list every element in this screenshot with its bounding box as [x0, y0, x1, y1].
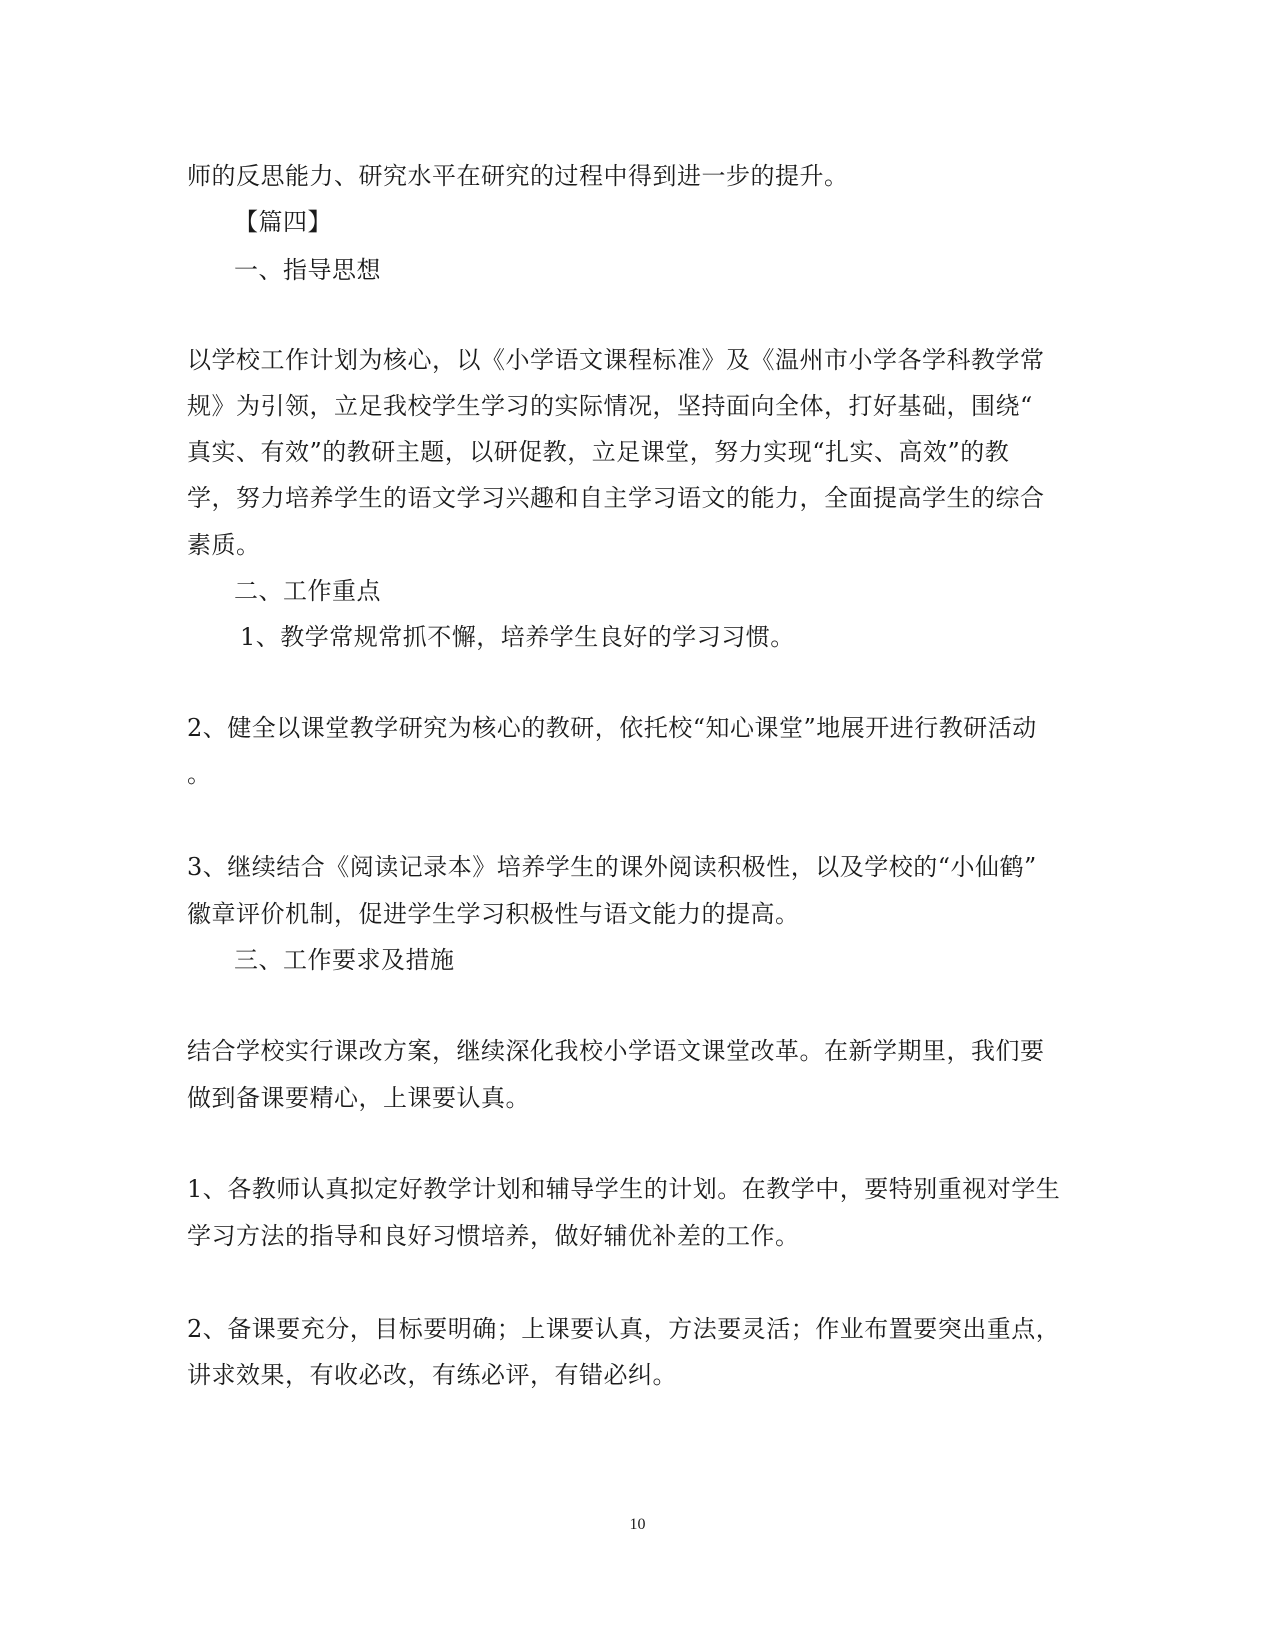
paragraph-line: 结合学校实行课改方案，继续深化我校小学语文课堂改革。在新学期里，我们要	[187, 1037, 1045, 1065]
paragraph-line: 学，努力培养学生的语文学习兴趣和自主学习语文的能力，全面提高学生的综合	[187, 484, 1045, 512]
paragraph-line: 学习方法的指导和良好习惯培养，做好辅优补差的工作。	[187, 1222, 800, 1250]
list-item: 3、继续结合《阅读记录本》培养学生的课外阅读积极性，以及学校的“小仙鹤”	[187, 853, 1037, 881]
page-number: 10	[629, 1516, 646, 1533]
paragraph-line: 徽章评价机制，促进学生学习积极性与语文能力的提高。	[187, 900, 800, 928]
paragraph-line: 师的反思能力、研究水平在研究的过程中得到进一步的提升。	[187, 162, 849, 190]
section-heading: 一、指导思想	[234, 256, 381, 284]
paragraph-line: 做到备课要精心，上课要认真。	[187, 1084, 530, 1112]
list-item: 1、教学常规常抓不懈，培养学生良好的学习习惯。	[240, 623, 795, 651]
section-heading: 【篇四】	[234, 208, 332, 236]
paragraph-line: 规》为引领，立足我校学生学习的实际情况，坚持面向全体，打好基础，围绕“	[187, 392, 1033, 420]
list-item: 2、健全以课堂教学研究为核心的教研，依托校“知心课堂”地展开进行教研活动	[187, 714, 1037, 742]
list-item: 2、备课要充分，目标要明确；上课要认真，方法要灵活；作业布置要突出重点，	[187, 1315, 1061, 1343]
paragraph-line: 以学校工作计划为核心，以《小学语文课程标准》及《温州市小学各学科教学常	[187, 346, 1045, 374]
paragraph-line: 素质。	[187, 531, 261, 559]
paragraph-line: 讲求效果，有收必改，有练必评，有错必纠。	[187, 1361, 677, 1389]
paragraph-line: 真实、有效”的教研主题，以研促教，立足课堂，努力实现“扎实、高效”的教	[187, 438, 1010, 466]
paragraph-line: 。	[187, 760, 212, 788]
section-heading: 二、工作重点	[234, 577, 381, 605]
list-item: 1、各教师认真拟定好教学计划和辅导学生的计划。在教学中，要特别重视对学生	[187, 1175, 1061, 1203]
section-heading: 三、工作要求及措施	[234, 946, 455, 974]
